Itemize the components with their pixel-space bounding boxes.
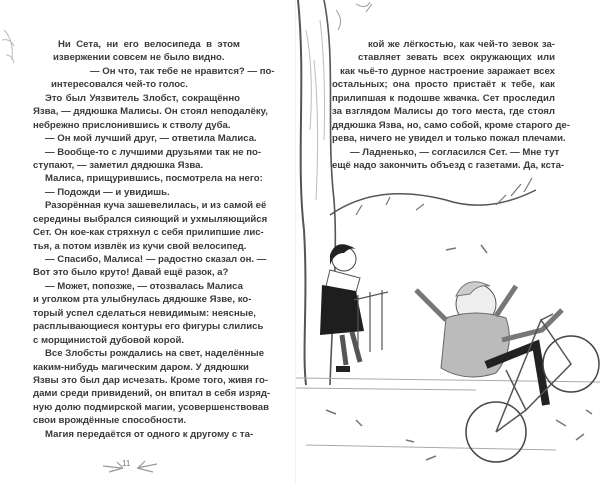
text-line: и уголком рта улыбнулась дядюшке Язве, ко- [33,294,252,306]
left-text-block [0,38,275,441]
text-line: ставляет зевать всех окружающих или [358,52,555,64]
text-line: Вот это было круто! Давай ещё разок, а? [33,267,229,279]
text-line: Ни Сета, ни его велосипеда в этом [58,39,240,50]
text-line: извержении совсем не было видно. [53,52,225,64]
text-line: Все Злобсты рождались на свет, наделённые [45,348,265,360]
text-line: — Может, попозже, — отозвалась Малиса [45,280,243,292]
text-line: за взглядом Малисы до того места, где стоял [332,106,555,118]
text-line: Разорённая куча зашевелилась, и из самой её [45,200,267,212]
text-line: середины выбрался сияющий и ухмыляющийся [33,213,268,225]
page-ornament-icon [95,458,175,478]
text-line: прилипшая к подошве жвачка. Сет проследил [332,92,555,104]
right-page [296,0,600,484]
page-number: 11 [122,459,131,468]
text-line: дами среди привидений, он впитал в себя изряд- [33,388,271,400]
text-line: Малиса, прищурившись, посмотрела на него: [45,173,263,185]
text-line: — Ладненько, — согласился Сет. — Мне тут [350,146,560,158]
text-line: Магия передаётся от одного к другому с та- [45,428,254,440]
text-line: остальных; она просто пристаёт к тебе, как [332,79,555,91]
text-line: — Спасибо, Малиса! — радостно сказал он. — [45,254,267,265]
text-line: рева, ничего не увидел и только пожал плечами. [332,133,566,145]
text-line: ещё надо закончить объезд с газетами. Да, кста- [332,159,565,171]
text-line: как чьё-то дурное настроение заражает всех [340,65,555,77]
text-line: Сет. Он кое-как стряхнул с себя прилипшие лис- [33,227,264,239]
text-line: дядюшка Язва, но, само собой, кроме старого де- [332,119,570,131]
text-line: расплывающиеся контуры его фигуры слились [33,321,264,333]
text-line: Это был Уязвитель Злобст, сокращённо [45,92,240,104]
text-line: интересовался чей-то голос. [51,79,188,91]
text-line: Язвы это был дар исчезать. Кроме того, живя го- [33,374,269,386]
left-page [0,0,296,484]
text-line: — Вообще-то с лучшими друзьями так не по- [45,146,262,158]
text-line: ную долю подмирской магии, усовершенствовав [33,401,270,413]
text-line: небрежно прислонившись к стволу дуба. [33,119,231,131]
text-line: кой же лёгкостью, как чей-то зевок за- [368,39,555,50]
right-text-block [296,38,570,172]
text-line: Язва, — дядюшка Малисы. Он стоял неподалёку, [33,106,268,118]
text-line: с морщинистой дубовой корой. [33,334,185,346]
text-line: торый успел сделаться невидимым: неясные, [33,307,256,319]
text-line: — Он что, так тебе не нравится? — по- [90,65,275,77]
text-line: свои врождённые способности. [33,415,187,427]
text-line: — Подожди — и увидишь. [45,186,170,198]
text-line: тья, а потом извлёк из кучи свой велосипед. [33,240,247,252]
text-line: — Он мой лучший друг, — ответила Малиса. [45,133,257,145]
text-line: ступают, — заметил дядюшка Язва. [33,159,204,171]
text-line: каким-нибудь магическим даром. У дядюшки [33,361,249,373]
